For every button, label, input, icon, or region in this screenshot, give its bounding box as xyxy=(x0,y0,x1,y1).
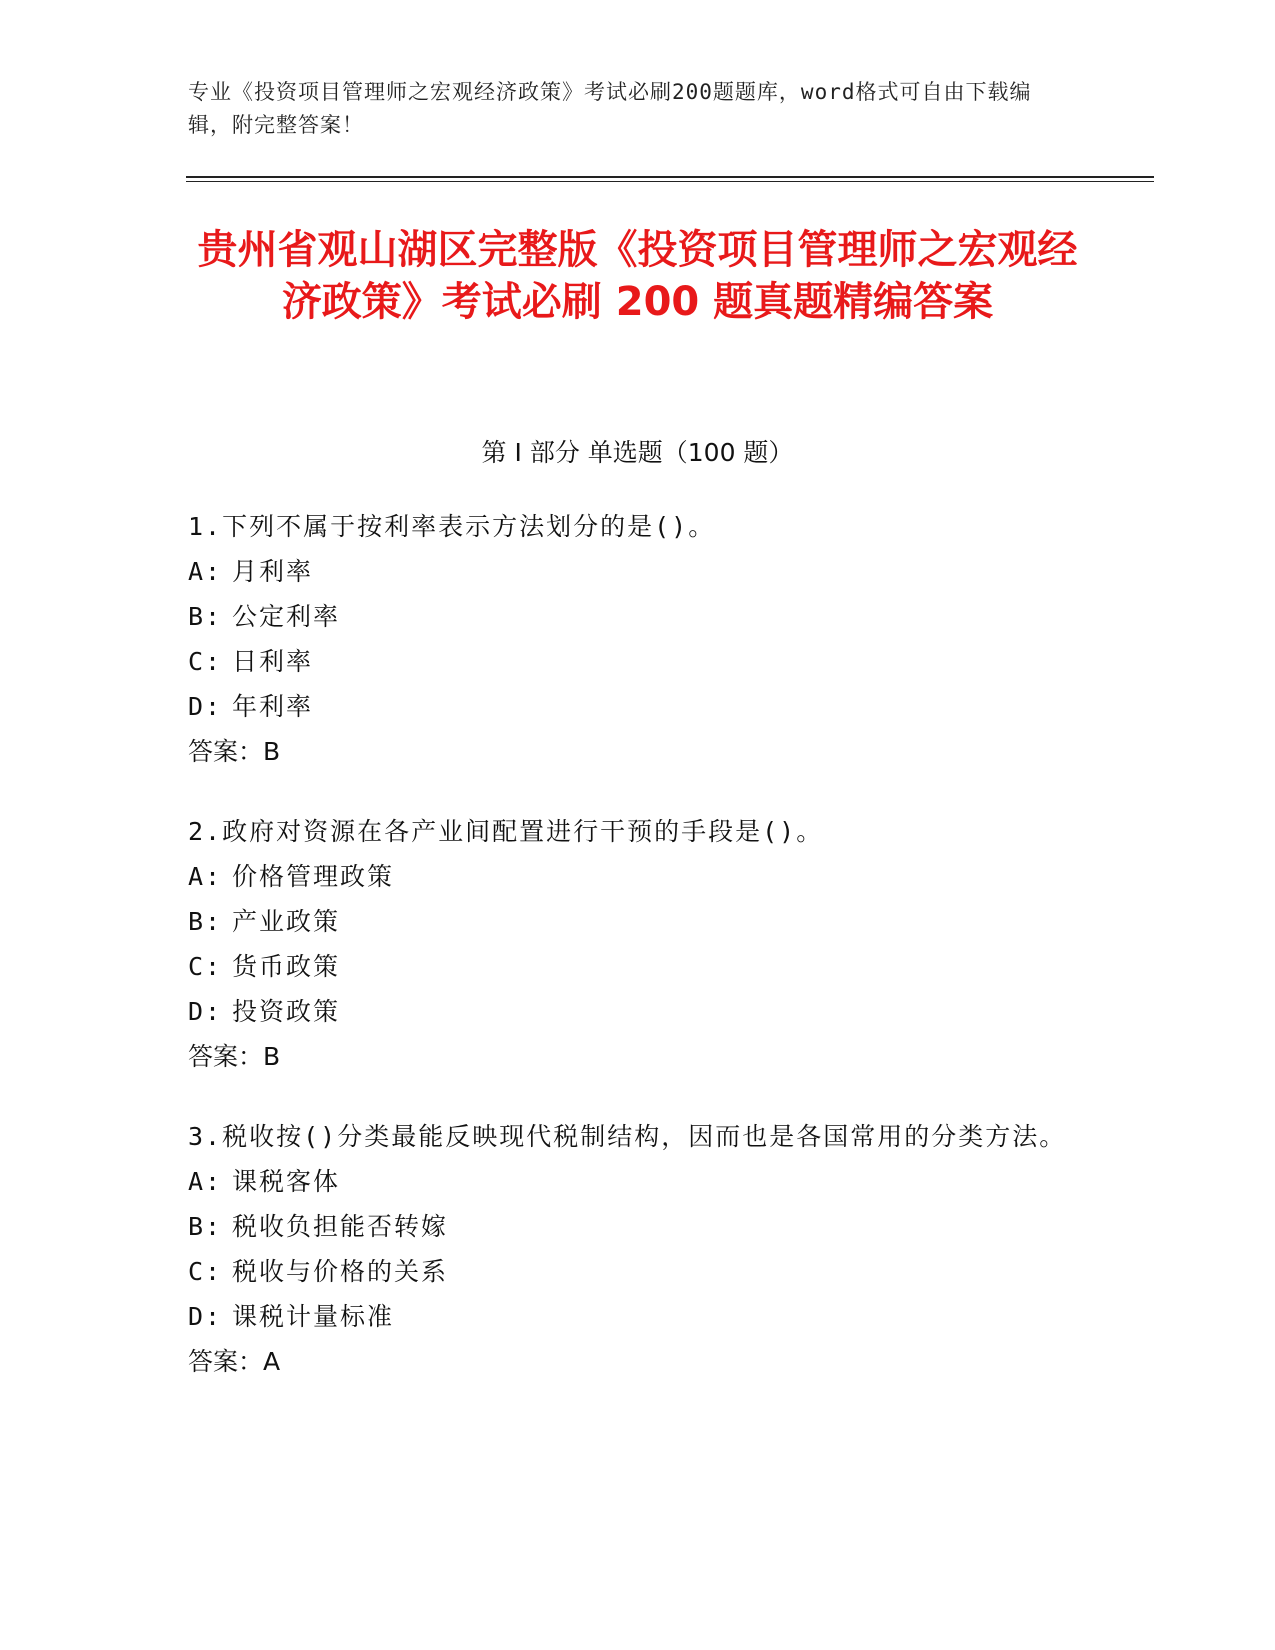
question-3 xyxy=(188,1114,1068,1384)
option-letter: D: xyxy=(188,997,223,1026)
option-letter: D: xyxy=(188,1302,223,1331)
option-text: 投资政策 xyxy=(232,997,341,1026)
header-note: 专业《投资项目管理师之宏观经济政策》考试必刷200题题库，word格式可自由下载编辑，附完整答案！ xyxy=(188,80,1032,137)
section-heading: 第 I 部分 单选题（100 题） xyxy=(481,438,794,467)
option-letter: C: xyxy=(188,647,223,676)
answer-line xyxy=(188,1034,1068,1079)
option-letter: B: xyxy=(188,1212,223,1241)
option-d[interactable] xyxy=(188,684,1068,729)
option-d[interactable] xyxy=(188,1294,1068,1339)
question-stem: 2.政府对资源在各产业间配置进行干预的手段是()。 xyxy=(188,817,824,846)
option-text: 货币政策 xyxy=(232,952,341,981)
option-letter: D: xyxy=(188,692,223,721)
answer-label: 答案： xyxy=(188,737,264,766)
option-text: 税收负担能否转嫁 xyxy=(232,1212,449,1241)
option-text: 价格管理政策 xyxy=(232,862,395,891)
option-text: 课税客体 xyxy=(232,1167,341,1196)
header-divider-thin xyxy=(186,181,1154,182)
option-a[interactable] xyxy=(188,1159,1068,1204)
option-letter: B: xyxy=(188,602,223,631)
answer-value: A xyxy=(263,1347,281,1376)
option-a[interactable] xyxy=(188,854,1068,899)
option-b[interactable] xyxy=(188,594,1068,639)
option-letter: A: xyxy=(188,1167,223,1196)
option-b[interactable] xyxy=(188,1204,1068,1249)
option-letter: A: xyxy=(188,862,223,891)
option-letter: B: xyxy=(188,907,223,936)
answer-value: B xyxy=(263,1042,281,1071)
option-c[interactable] xyxy=(188,1249,1068,1294)
question-2 xyxy=(188,809,1068,1079)
option-letter: C: xyxy=(188,1257,223,1286)
option-text: 税收与价格的关系 xyxy=(232,1257,449,1286)
option-a[interactable] xyxy=(188,549,1068,594)
option-text: 产业政策 xyxy=(232,907,341,936)
option-text: 公定利率 xyxy=(232,602,341,631)
option-text: 年利率 xyxy=(232,692,314,721)
option-letter: C: xyxy=(188,952,223,981)
document-title: 贵州省观山湖区完整版《投资项目管理师之宏观经济政策》考试必刷 200 题真题精编答案 xyxy=(197,227,1078,325)
option-c[interactable] xyxy=(188,944,1068,989)
option-letter: A: xyxy=(188,557,223,586)
question-1 xyxy=(188,504,1068,774)
option-d[interactable] xyxy=(188,989,1068,1034)
option-c[interactable] xyxy=(188,639,1068,684)
question-stem: 1.下列不属于按利率表示方法划分的是()。 xyxy=(188,512,716,541)
answer-line xyxy=(188,729,1068,774)
option-b[interactable] xyxy=(188,899,1068,944)
answer-label: 答案： xyxy=(188,1042,264,1071)
answer-line xyxy=(188,1339,1068,1384)
header-divider-thick xyxy=(186,176,1154,178)
option-text: 课税计量标准 xyxy=(232,1302,395,1331)
answer-value: B xyxy=(263,737,281,766)
option-text: 日利率 xyxy=(232,647,314,676)
option-text: 月利率 xyxy=(232,557,314,586)
answer-label: 答案： xyxy=(188,1347,264,1376)
question-stem: 3.税收按()分类最能反映现代税制结构，因而也是各国常用的分类方法。 xyxy=(188,1122,1067,1151)
